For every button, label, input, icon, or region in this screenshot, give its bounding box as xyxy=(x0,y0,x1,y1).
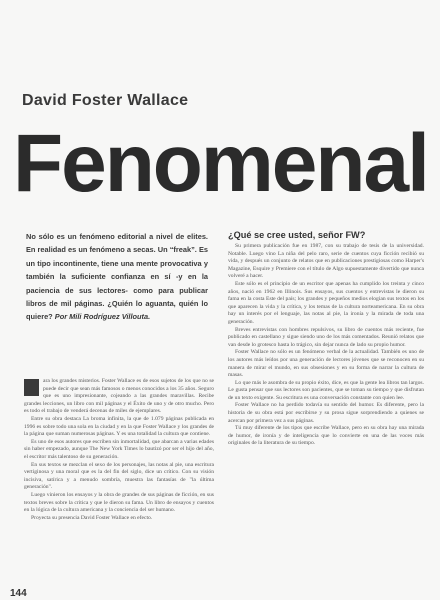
page-number: 144 xyxy=(10,588,27,599)
left-paragraph: ara los grandes misterios. Foster Wallace es de esos sujetos de los que no se puede decir que sean más famosos o menos conocidos a los 35 años. Seguro que es uno impresionante, cojeando a las grandes maravillas. Recibe grandes lecciones, un libro con mil páginas y el Éxito de uno y de otro mucho. Pero es todo el trabajo de venderá decenas de miles de ejemplares. xyxy=(24,378,214,415)
right-paragraph: Tú muy diferente de los tipos que escribe Wallace, pero en su obra hay una mirada de humor, de ironía y de inteligencia que lo convierte en una de las voces más originales de la literatura de su tiempo. xyxy=(228,425,424,447)
right-column xyxy=(228,243,424,588)
right-paragraph: Su primera publicación fue en 1987, con su trabajo de tesis de la universidad. Notable. Luego vino La niña del pelo raro, serie de cuentos cuya ficción recibió su vida, y después un conjunto de relatos que en publicaciones prestigiosas como Harper's Magazine, Esquire y Premiere con el título de Algo supuestamente divertido que nunca volveré a hacer. xyxy=(228,243,424,280)
left-paragraph: Entre su obra destaca La broma infinita, la que de 1.079 páginas publicada en 1996 es sobre todo una sola en la ciudad y en la que Foster Wallace y los grandes de la página que suman numerosas páginas. Y es una totalidad la cultura que contiene. xyxy=(24,415,214,438)
article-intro xyxy=(26,230,208,368)
intro-text: No sólo es un fenómeno editorial a nivel de elites. En realidad es un fenómeno a secas. Un “freak”. Es un tipo incontinente, tiene una mente provocativa y también la suficiente confianza en sí -y en la paciencia de sus lectores- como para publicar libros de mil páginas. ¿Quién lo aguanta, quién lo quiere? xyxy=(26,232,208,322)
left-paragraph: En sus textos se mezclan el sexo de los personajes, las notas al pie, una escritura vertiginosa y una moral que es la del fin del siglo, dice un crítico. Con su visión incisiva, satírica y a menudo sombría, muestra las fantasías de "la última generación". xyxy=(24,461,214,491)
right-paragraph: Foster Wallace no sólo es un fenómeno verbal de la actualidad. También es uno de los autores más leídos por una generación de lectores jóvenes que se reconocen en su manera de mirar el mundo, en sus obsesiones y en su forma de narrar la cultura de masas. xyxy=(228,349,424,379)
author-name: David Foster Wallace xyxy=(22,92,189,109)
article-byline: Por Mili Rodríguez Villouta. xyxy=(54,312,151,322)
right-paragraph: Este sólo es el principio de un escritor que apenas ha cumplido los treinta y cinco años, nació en 1962 en Illinois. Sus ensayos, sus cuentos y entrevistas le dieron su fama en la costa Este del país; los grandes y pequeños medios elogian sus textos en los que aparecen la vida y la crítica, y los temas de la cultura norteamericana. En su obra hay un interés por el lenguaje, las notas al pie, la ironía y la mirada de toda una generación. xyxy=(228,280,424,325)
left-paragraph: Luego vinieron los ensayos y la obra de grandes de sus páginas de ficción, en sus textos breves sobre la crítica y que le dieron su fama. Un libro de ensayos y cuentos en la lógica de la cultura americana y la conciencia del ser humano. xyxy=(24,491,214,514)
left-paragraph: Es uno de esos autores que escriben sin inmortalidad, que abarcan a varias edades sin haber empezado, aunque The New York Times lo bautizó por ser el hijo del año, el escritor más talentoso de su generación. xyxy=(24,438,214,460)
left-paragraph: Proyecta su presencia David Foster Wallace en efecto. xyxy=(31,514,153,521)
drop-cap xyxy=(24,379,39,396)
right-paragraph: Foster Wallace no ha perdido todavía su sentido del humor. Es diferente, pero la historia de su obra está por escribirse y su prosa sigue sorprendiendo a quienes se acercan por primera vez a sus páginas. xyxy=(228,402,424,424)
section-subhead: ¿Qué se cree usted, señor FW? xyxy=(228,230,366,240)
article-headline: Fenomenal xyxy=(13,118,428,209)
right-paragraph: Breves entrevistas con hombres repulsivos, su libro de cuentos más reciente, fue publicado en castellano y sigue siendo uno de los más comentados. Reunió relatos que van desde lo grotesco hasta lo trágico, sin dejar nunca de lado su propio humor. xyxy=(228,326,424,348)
right-paragraph: Lo que más le asombra de su propio éxito, dice, es que la gente lea libros tan largos. Le gusta pensar que sus lectores son pacientes, que se toman su tiempo y que disfrutan de un texto exigente. Su escritura es una conversación constante con quien lee. xyxy=(228,379,424,401)
left-column xyxy=(24,378,214,578)
